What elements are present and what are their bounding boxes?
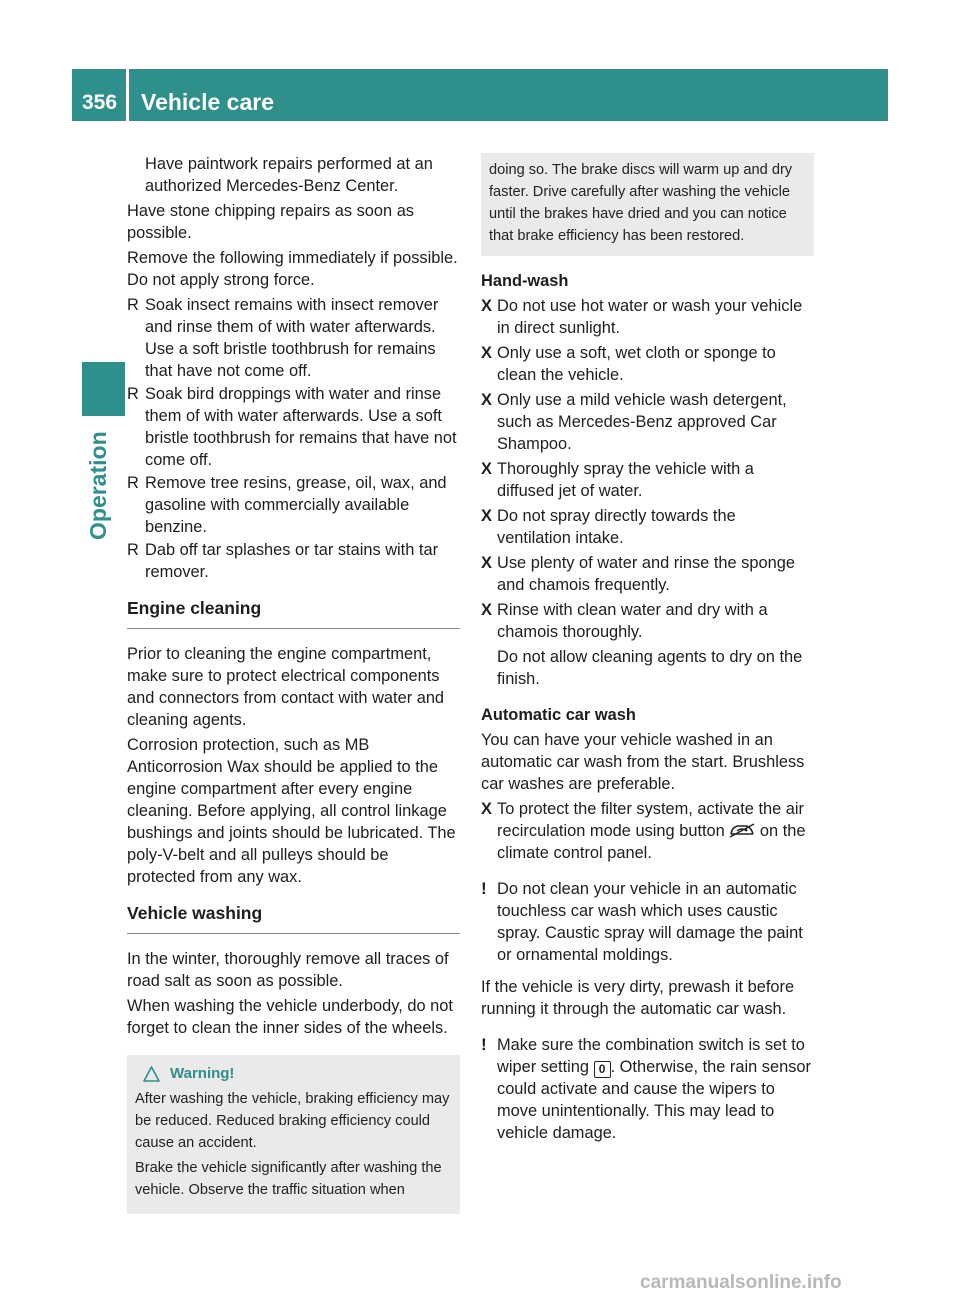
action-marker: X [481,507,492,525]
list-item: R Dab off tar splashes or tar stains with tar remover. [127,541,439,581]
right-column [481,153,814,1154]
list-item: X Use plenty of water and rinse the sponge and chamois frequently. [481,554,795,594]
list-item: X To protect the filter system, activate the air recirculation mode using button on the climate control panel. [481,800,806,862]
header-divider [126,69,129,121]
engine-cleaning-heading: Engine cleaning [127,597,460,629]
left-column [127,153,460,1214]
warning-box [127,1055,460,1214]
bullet-marker: R [127,385,139,403]
caution-marker: ! [481,1035,487,1054]
list-item: X Thoroughly spray the vehicle with a diffused jet of water. [481,460,754,500]
list-item: R Remove tree resins, grease, oil, wax, and gasoline with commercially available benzine. [127,474,447,536]
list-item: X Only use a mild vehicle wash detergent, such as Mercedes-Benz approved Car Shampoo. [481,391,787,453]
air-recirculation-icon [729,822,755,838]
list-item: X Do not spray directly towards the ventilation intake. [481,507,736,547]
action-marker: X [481,601,492,619]
page-title: Vehicle care [141,89,274,115]
hand-wash-heading: Hand-wash [481,272,569,290]
wiper-setting-icon: 0 [594,1061,611,1078]
list-item: R Soak insect remains with insect remover and rinse them of with water afterwards. Use a soft bristle toothbrush for remains that have not come off. [127,296,439,380]
list-item: X Do not use hot water or wash your vehicle in direct sunlight. [481,297,803,337]
warning-header [135,1063,452,1085]
remove-paragraph: Remove the following immediately if possible. Do not apply strong force. [127,249,458,289]
warning-paragraph-2: Brake the vehicle significantly after washing the vehicle. Observe the traffic situation when [135,1160,442,1198]
bullet-marker: R [127,296,139,314]
washing-paragraph-1: In the winter, thoroughly remove all traces of road salt as soon as possible. [127,950,449,990]
action-marker: X [481,554,492,572]
list-item: X Only use a soft, wet cloth or sponge to clean the vehicle. [481,344,776,384]
caution-marker: ! [481,879,487,898]
engine-paragraph-1: Prior to cleaning the engine compartment, make sure to protect electrical components and connectors from contact with water and cleaning agents. [127,645,445,729]
page-number: 356 [82,91,118,114]
warning-continued-text: doing so. The brake discs will warm up and dry faster. Drive carefully after washing the vehicle until the brakes have dried and you can notice that brake efficiency has been restored. [489,162,793,244]
bullet-marker: R [127,541,139,559]
automatic-paragraph-1: You can have your vehicle washed in an automatic car wash from the start. Brushless car washes are preferable. [481,731,805,793]
action-marker: X [481,391,492,409]
watermark: carmanualsonline.info [640,1272,842,1293]
warning-triangle-icon [143,1066,160,1082]
caution-note: ! Do not clean your vehicle in an automatic touchless car wash which uses caustic spray. Caustic spray will damage the paint or ornamental moldings. [481,879,803,964]
warning-title: Warning! [170,1065,235,1082]
warning-box-continued [481,153,814,256]
bullet-marker: R [127,474,139,492]
list-item: R Soak bird droppings with water and rinse them of with water afterwards. Use a soft bristle toothbrush for remains that have not come off. [127,385,457,469]
automatic-car-wash-heading: Automatic car wash [481,706,636,724]
paintwork-paragraph: Have paintwork repairs performed at an authorized Mercedes-Benz Center. [145,155,433,195]
action-marker: X [481,297,492,315]
warning-paragraph-1: After washing the vehicle, braking efficiency may be reduced. Reduced braking efficiency could cause an accident. [135,1091,450,1151]
side-tab-marker [82,362,125,416]
caution-note: ! Make sure the combination switch is set to wiper setting 0 . Otherwise, the rain sensor could activate and cause the wipers to move unintentionally. This may lead to vehicle damage. [481,1035,811,1142]
list-item: X Rinse with clean water and dry with a chamois thoroughly. [481,601,768,641]
automatic-paragraph-2: If the vehicle is very dirty, prewash it before running it through the automatic car wash. [481,978,795,1018]
washing-paragraph-2: When washing the vehicle underbody, do not forget to clean the inner sides of the wheels. [127,997,453,1037]
action-marker: X [481,800,492,818]
action-marker: X [481,344,492,362]
vehicle-washing-heading: Vehicle washing [127,902,460,934]
side-tab-label: Operation [85,431,111,540]
stone-paragraph: Have stone chipping repairs as soon as possible. [127,202,415,242]
action-marker: X [481,460,492,478]
hand-wash-result: Do not allow cleaning agents to dry on the finish. [497,648,803,688]
engine-paragraph-2: Corrosion protection, such as MB Anticorrosion Wax should be applied to the engine compartment after every engine cleaning. Before applying, all control linkage bushings and joints should be lubricated. The poly-V-belt and all pulleys should be protected from any wax. [127,736,456,886]
